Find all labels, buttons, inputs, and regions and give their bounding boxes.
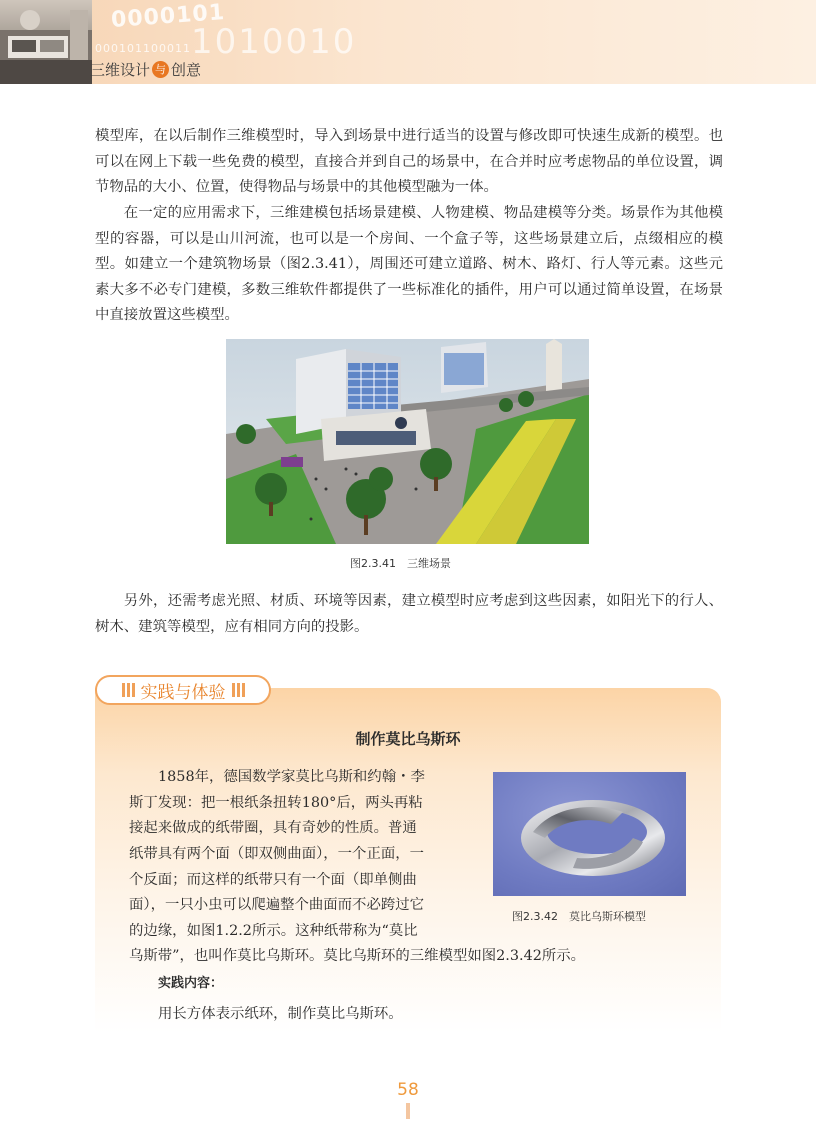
book-title-left: 三维设计 <box>90 60 151 79</box>
deco-digits: 0000101 <box>110 0 226 33</box>
page-header <box>0 0 816 84</box>
practice-text-line: 面），一只小虫可以爬遍整个曲面而不必跨过它 <box>129 897 425 913</box>
bars-icon <box>232 683 245 697</box>
practice-content-label: 实践内容： <box>158 976 224 991</box>
figure-caption: 图2.3.41 三维场景 <box>350 557 451 570</box>
book-title <box>90 58 201 80</box>
practice-content-text: 用长方体表示纸环，制作莫比乌斯环。 <box>158 1006 403 1022</box>
deco-digits: 000101100011 <box>95 42 191 55</box>
page-number: 58 <box>397 1080 419 1100</box>
paragraph-model-library: 模型库，在以后制作三维模型时，导入到场景中进行适当的设置与修改即可快速生成新的模型。也可以在网上下载一些免费的模型，直接合并到自己的场景中，在合并时应考虑物品的单位设置，调节物品的大小、位置，使得物品与场景中的其他模型融为一体。 <box>95 128 723 196</box>
practice-text-line: 斯丁发现：把一根纸条扭转180°后，两头再粘 <box>129 795 423 811</box>
deco-digits: 1010010 <box>191 22 357 62</box>
practice-tab <box>95 675 271 705</box>
book-title-right: 创意 <box>171 60 202 79</box>
practice-tab-label: 实践与体验 <box>140 682 226 703</box>
figure-moebius-ring <box>493 772 686 896</box>
practice-text-line: 纸带具有两个面（即双侧曲面），一个正面，一 <box>129 846 425 862</box>
practice-text-line: 接起来做成的纸带圈，具有奇妙的性质。普通 <box>129 820 417 836</box>
paragraph-lighting: 另外，还需考虑光照、材质、环境等因素，建立模型时应考虑到这些因素，如阳光下的行人、树木、建筑等模型，应有相同方向的投影。 <box>95 593 723 635</box>
practice-text-line: 的边缘，如图1.2.2所示。这种纸带称为“莫比 <box>129 923 418 939</box>
book-title-connector: 与 <box>152 61 169 78</box>
figure-caption: 图2.3.42 莫比乌斯环模型 <box>512 910 646 923</box>
practice-heading: 制作莫比乌斯环 <box>355 730 461 748</box>
header-photo <box>0 0 92 84</box>
bars-icon <box>122 683 135 697</box>
figure-3d-scene <box>226 339 589 544</box>
practice-text-line: 1858年，德国数学家莫比乌斯和约翰・李 <box>158 769 425 785</box>
page-number-tick <box>406 1103 410 1119</box>
practice-text-line: 乌斯带”，也叫作莫比乌斯环。莫比乌斯环的三维模型如图2.3.42所示。 <box>129 948 586 964</box>
paragraph-scene-modeling: 在一定的应用需求下，三维建模包括场景建模、人物建模、物品建模等分类。场景作为其他模型的容器，可以是山川河流，也可以是一个房间、一个盒子等，这些场景建立后，点缀相应的模型。如建立一个建筑物场景（图2.3.41），周围还可建立道路、树木、路灯、行人等元素。这些元素大多不必专门建模，多数三维软件都提供了一些标准化的插件，用户可以通过简单设置，在场景中直接放置这些模型。 <box>95 205 723 324</box>
practice-text-line: 个反面；而这样的纸带只有一个面（即单侧曲 <box>129 872 417 888</box>
